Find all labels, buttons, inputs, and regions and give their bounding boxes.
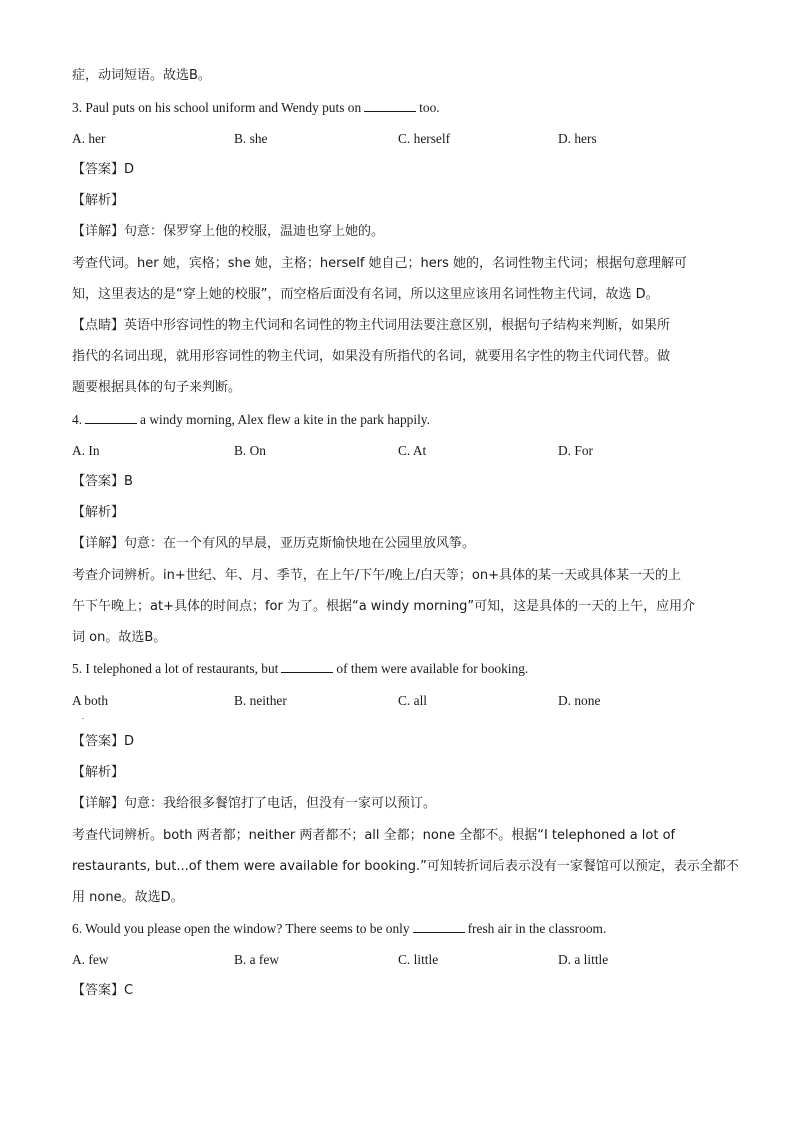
option-d: D. a little <box>558 952 609 967</box>
question-text: 3. Paul puts on his school uniform and Wendy puts on <box>72 100 362 115</box>
question-6-options <box>72 950 732 970</box>
question-4-options <box>72 441 732 461</box>
explanation-text: 午下午晚上；at+具体的时间点；for 为了。根据“a windy morning”可知，这是具体的一天的上午，应用介 <box>72 599 696 614</box>
question-text: fresh air in the classroom. <box>467 921 607 936</box>
option-d: D. hers <box>558 131 597 146</box>
answer-blank <box>85 411 137 424</box>
stray-dot: . <box>82 712 84 721</box>
question-3-options <box>72 129 732 149</box>
question-4 <box>72 410 734 430</box>
answer-label: 【答案】B <box>72 474 133 489</box>
explanation-text: 考查介词辨析。in+世纪、年、月、季节，在上午/下午/晚上/白天等；on+具体的某一天或具体某一天的上 <box>72 568 681 583</box>
tip-text: 题要根据具体的句子来判断。 <box>72 380 242 395</box>
question-5-options <box>72 691 732 711</box>
option-a: A both <box>72 693 109 708</box>
answer-blank <box>281 660 333 673</box>
explanation-text: 知，这里表达的是“穿上她的校服”，而空格后面没有名词，所以这里应该用名词性物主代词，故选 D。 <box>72 287 659 302</box>
option-b: B. neither <box>234 693 287 708</box>
analysis-label: 【解析】 <box>72 505 125 520</box>
answer-label: 【答案】D <box>72 734 135 749</box>
answer-blank <box>413 920 465 933</box>
question-text: of them were available for booking. <box>336 661 529 676</box>
option-a: A. her <box>72 131 106 146</box>
analysis-label: 【解析】 <box>72 193 125 208</box>
explanation-text: 考查代词辨析。both 两者都；neither 两者都不；all 全都；none 全都不。根据“I telephoned a lot of <box>72 828 676 843</box>
question-text: a windy morning, Alex flew a kite in the park happily. <box>140 412 430 427</box>
answer-blank <box>364 99 416 112</box>
analysis-label: 【解析】 <box>72 765 125 780</box>
question-text: 6. Would you please open the window? There seems to be only <box>72 921 410 936</box>
question-5 <box>72 659 734 679</box>
option-c: C. At <box>398 443 427 458</box>
question-text: 5. I telephoned a lot of restaurants, but <box>72 661 279 676</box>
explanation-text: restaurants, but...of them were available for booking.”可知转折词后表示没有一家餐馆可以预定，表示全都不 <box>72 859 739 874</box>
answer-label: 【答案】D <box>72 162 135 177</box>
text-line: 症，动词短语。故选B。 <box>72 68 211 83</box>
explanation-text: 考查代词。her 她，宾格；she 她，主格；herself 她自己；hers 她的，名词性物主代词；根据句意理解可 <box>72 256 688 271</box>
option-b: B. a few <box>234 952 279 967</box>
option-a: A. few <box>72 952 109 967</box>
option-b: B. On <box>234 443 266 458</box>
option-c: C. all <box>398 693 428 708</box>
option-a: A. In <box>72 443 100 458</box>
explanation-text: 词 on。故选B。 <box>72 630 167 645</box>
option-d: D. For <box>558 443 593 458</box>
question-text: too. <box>419 100 440 115</box>
answer-label: 【答案】C <box>72 983 134 998</box>
option-c: C. herself <box>398 131 451 146</box>
tip-text: 指代的名词出现，就用形容词性的物主代词，如果没有所指代的名词，就要用名字性的物主代词代替。做 <box>72 349 671 364</box>
question-6 <box>72 919 734 939</box>
option-b: B. she <box>234 131 268 146</box>
detail-text: 【详解】句意：在一个有风的早晨，亚历克斯愉快地在公园里放风筝。 <box>72 536 476 551</box>
explanation-text: 用 none。故选D。 <box>72 890 184 905</box>
tip-text: 【点睛】英语中形容词性的物主代词和名词性的物主代词用法要注意区别，根据句子结构来判断，如果所 <box>72 318 671 333</box>
option-c: C. little <box>398 952 439 967</box>
question-3 <box>72 98 734 118</box>
question-text: 4. <box>72 412 83 427</box>
detail-text: 【详解】句意：保罗穿上他的校服，温迪也穿上她的。 <box>72 224 385 239</box>
option-d: D. none <box>558 693 601 708</box>
detail-text: 【详解】句意：我给很多餐馆打了电话，但没有一家可以预订。 <box>72 796 437 811</box>
